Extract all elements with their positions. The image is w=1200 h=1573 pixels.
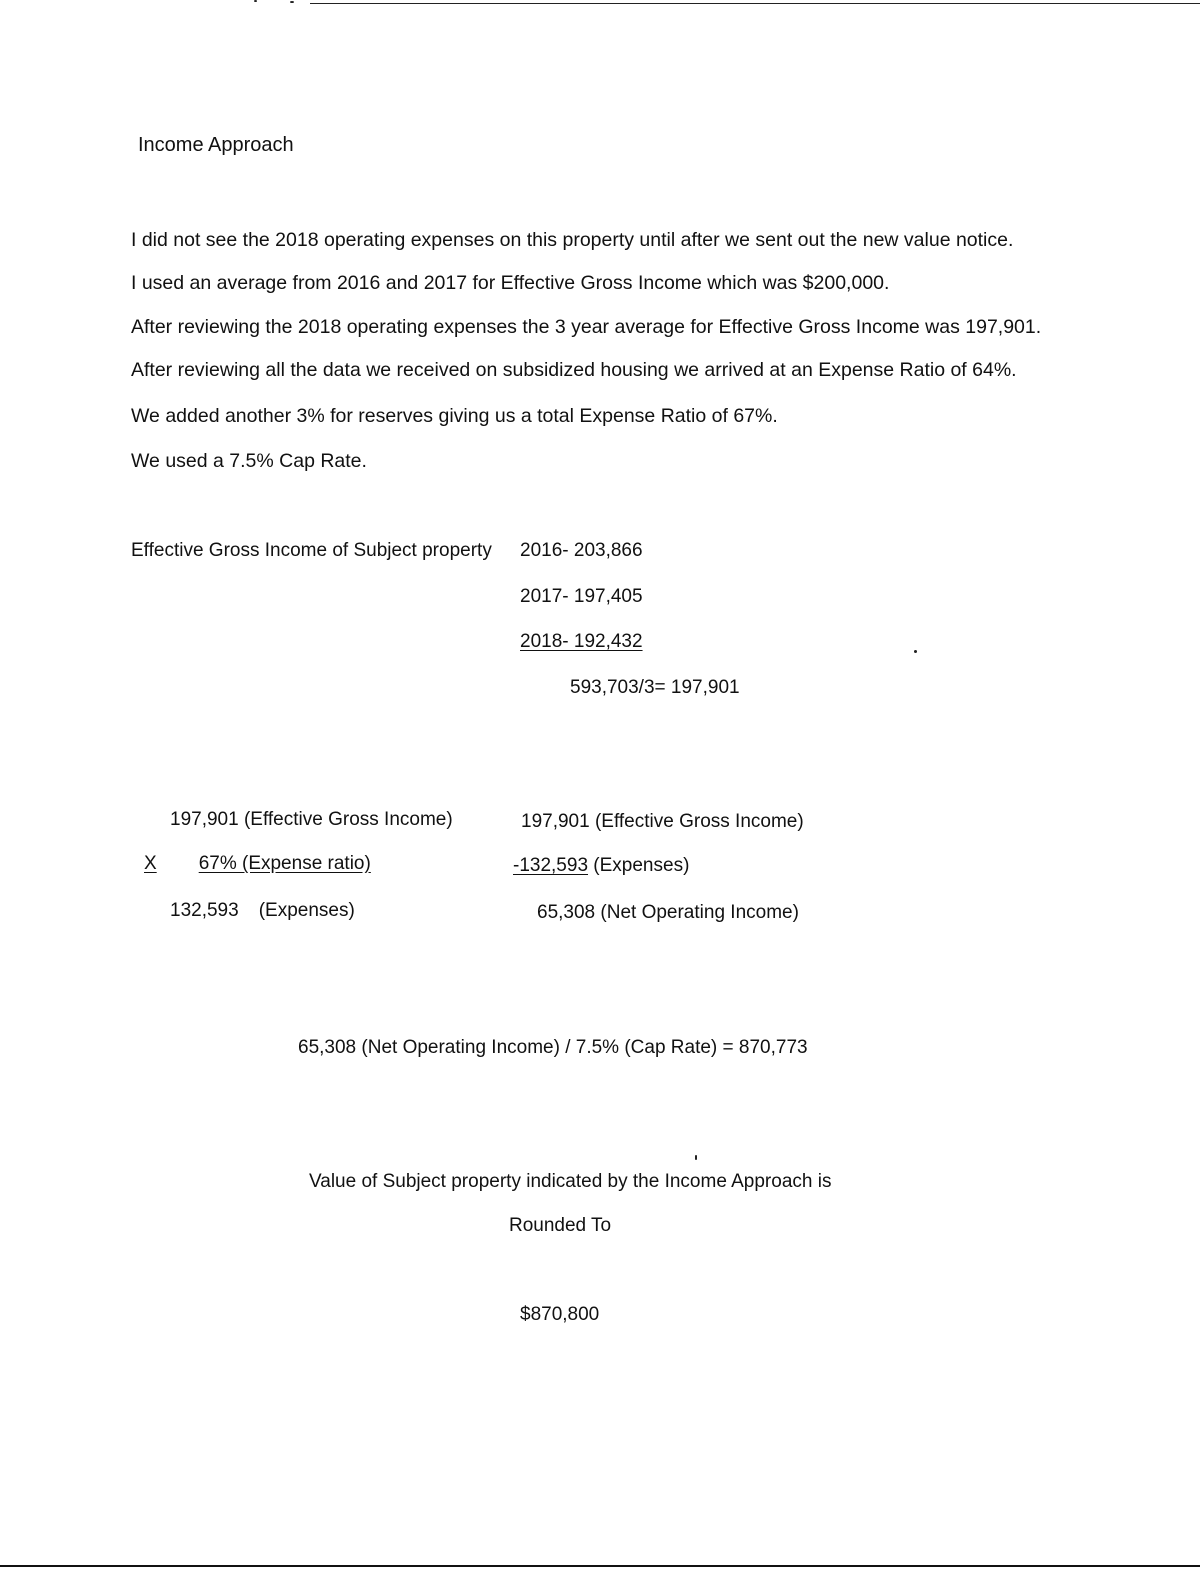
multiply-mark: X	[144, 853, 157, 874]
paragraph-line: We added another 3% for reserves giving us a total Expense Ratio of 67%.	[131, 405, 778, 427]
cap-rate-formula: 65,308 (Net Operating Income) / 7.5% (Cap Rate) = 870,773	[298, 1037, 808, 1058]
final-value: $870,800	[520, 1304, 600, 1325]
paragraph-line: After reviewing the 2018 operating expenses the 3 year average for Effective Gross Income was 197,901.	[131, 316, 1042, 338]
paragraph-line: I used an average from 2016 and 2017 for Effective Gross Income which was $200,000.	[131, 272, 890, 294]
expenses-subtract-value: -132,593	[513, 855, 589, 876]
egi-year-2016: 2016- 203,866	[520, 540, 643, 561]
expenses-label: (Expenses)	[258, 900, 355, 921]
bottom-border-rule	[0, 1565, 1200, 1567]
expenses-value: 132,593	[170, 900, 239, 921]
expense-ratio-line	[144, 854, 377, 873]
paragraph-line: We used a 7.5% Cap Rate.	[131, 450, 367, 472]
conclusion-line: Value of Subject property indicated by the Income Approach is	[309, 1171, 832, 1192]
paragraph-line: After reviewing all the data we received on subsidized housing we arrived at an Expense Ratio of 64%.	[131, 359, 1017, 381]
paragraph-line: I did not see the 2018 operating expenses on this property until after we sent out the new value notice.	[131, 229, 1014, 251]
expense-ratio-text: 67% (Expense ratio)	[198, 853, 371, 874]
rounded-to-label: Rounded To	[509, 1215, 612, 1236]
page-title: Income Approach	[138, 134, 294, 156]
egi-year-2018: 2018- 192,432	[520, 631, 643, 652]
expenses-subtract-label: (Expenses)	[593, 855, 690, 876]
left-egi-line: 197,901 (Effective Gross Income)	[170, 809, 453, 830]
noi-line: 65,308 (Net Operating Income)	[537, 902, 799, 923]
egi-label: Effective Gross Income of Subject property	[131, 540, 492, 561]
stray-tick	[695, 1155, 697, 1160]
expenses-subtract-line	[513, 856, 689, 875]
top-border-rule	[310, 3, 1200, 4]
stray-dot	[914, 650, 917, 653]
top-scan-marks	[250, 0, 310, 4]
right-egi-line: 197,901 (Effective Gross Income)	[521, 811, 804, 832]
egi-year-2017: 2017- 197,405	[520, 586, 643, 607]
expenses-result-line	[170, 901, 355, 920]
egi-average: 593,703/3= 197,901	[570, 677, 740, 698]
